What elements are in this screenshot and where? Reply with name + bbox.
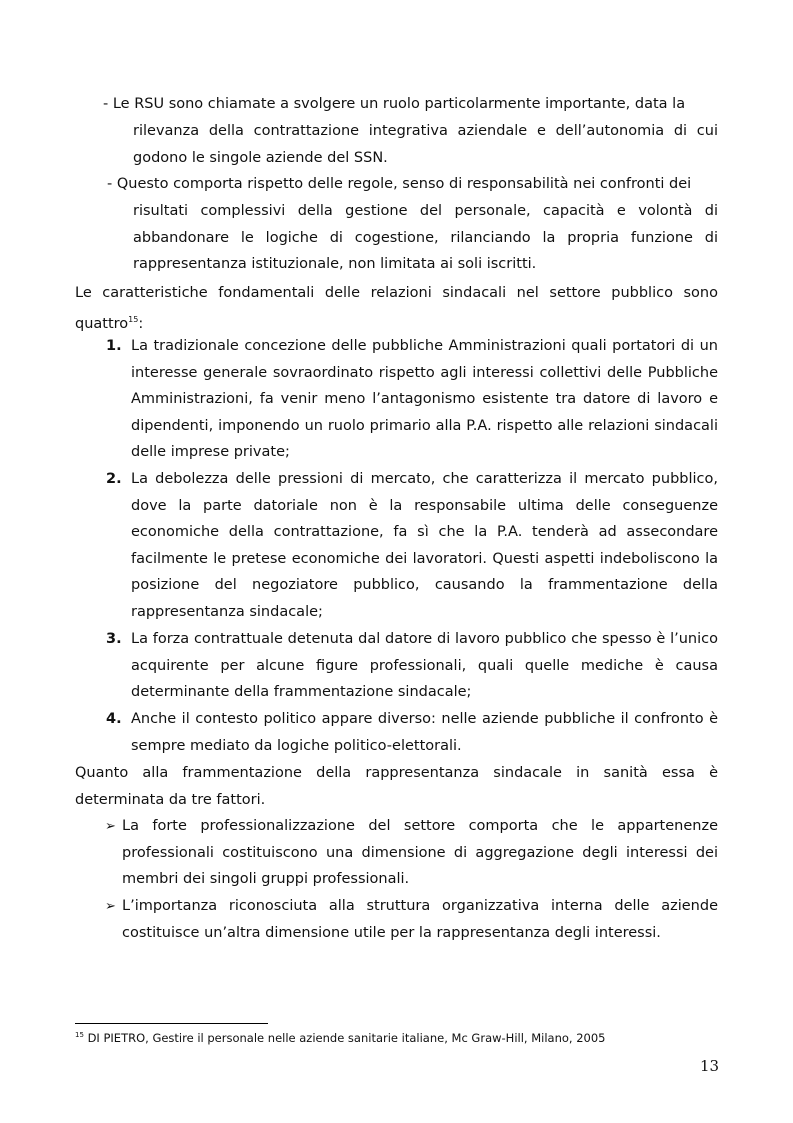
list-number: 1. xyxy=(106,338,122,354)
intro-colon: : xyxy=(138,315,144,332)
footnote-separator xyxy=(75,1023,268,1024)
numbered-item-text: Anche il contesto politico appare diverso: nelle aziende pubbliche il confronto è sempre mediato da logiche politico-elettorali. xyxy=(131,711,718,754)
list-number: 4. xyxy=(106,711,122,727)
dash-item-continuation: rilevanza della contrattazione integrativa aziendale e dell’autonomia di cui godono le singole aziende del SSN. xyxy=(133,123,718,166)
dash-item-first-line: - Questo comporta rispetto delle regole, senso di responsabilità nei confronti dei xyxy=(107,176,692,192)
fragmentation-paragraph: Quanto alla frammentazione della rappresentanza sindacale in sanità essa è determinata da tre fattori. xyxy=(75,765,718,808)
page-number: 13 xyxy=(700,1057,720,1075)
dash-item-continuation: risultati complessivi della gestione del personale, capacità e volontà di abbandonare le logiche di cogestione, rilanciando la propria funzione di rappresentanza istituzionale, non limitata ai soli iscritti. xyxy=(133,203,718,273)
footnote xyxy=(75,1031,605,1045)
footnote-reference: 15 xyxy=(128,314,139,324)
list-number: 3. xyxy=(106,631,122,647)
numbered-item-text: La tradizionale concezione delle pubbliche Amministrazioni quali portatori di un interesse generale sovraordinato rispetto agli interessi collettivi delle Pubbliche Amministrazioni, fa venir meno l’antagonismo esistente tra datore di lavoro e dipendenti, imponendo un ruolo primario alla P.A. rispetto alle relazioni sindacali delle imprese private; xyxy=(131,338,718,461)
intro-paragraph xyxy=(75,280,718,337)
arrow-bullet-icon: ➢ xyxy=(105,899,116,914)
arrow-item-text: L’importanza riconosciuta alla struttura organizzativa interna delle aziende costituisce un’altra dimensione utile per la rappresentanza degli interessi. xyxy=(122,898,718,941)
numbered-item-text: La forza contrattuale detenuta dal datore di lavoro pubblico che spesso è l’unico acquirente per alcune figure professionali, quali quelle mediche è causa determinante della frammentazione sindacale; xyxy=(131,631,718,701)
numbered-item-text: La debolezza delle pressioni di mercato, che caratterizza il mercato pubblico, dove la parte datoriale non è la responsabile ultima delle conseguenze economiche della contrattazione, fa sì che la P.A. tenderà ad assecondare facilmente le pretese economiche dei lavoratori. Questi aspetti indeboliscono la posizione del negoziatore pubblico, causando la frammentazione della rappresentanza sindacale; xyxy=(131,471,718,620)
dash-item-first-line: - Le RSU sono chiamate a svolgere un ruolo particolarmente importante, data la xyxy=(103,96,686,112)
list-number: 2. xyxy=(106,471,122,487)
intro-text: Le caratteristiche fondamentali delle relazioni sindacali nel settore pubblico sono quattro xyxy=(75,285,718,332)
arrow-item-text: La forte professionalizzazione del settore comporta che le appartenenze professionali costituiscono una dimensione di aggregazione degli interessi dei membri dei singoli gruppi professionali. xyxy=(122,818,718,888)
footnote-text: DI PIETRO, Gestire il personale nelle aziende sanitarie italiane, Mc Graw-Hill, Milano, 2005 xyxy=(83,1031,606,1045)
arrow-bullet-icon: ➢ xyxy=(105,819,116,834)
footnote-number: 15 xyxy=(75,1031,84,1039)
